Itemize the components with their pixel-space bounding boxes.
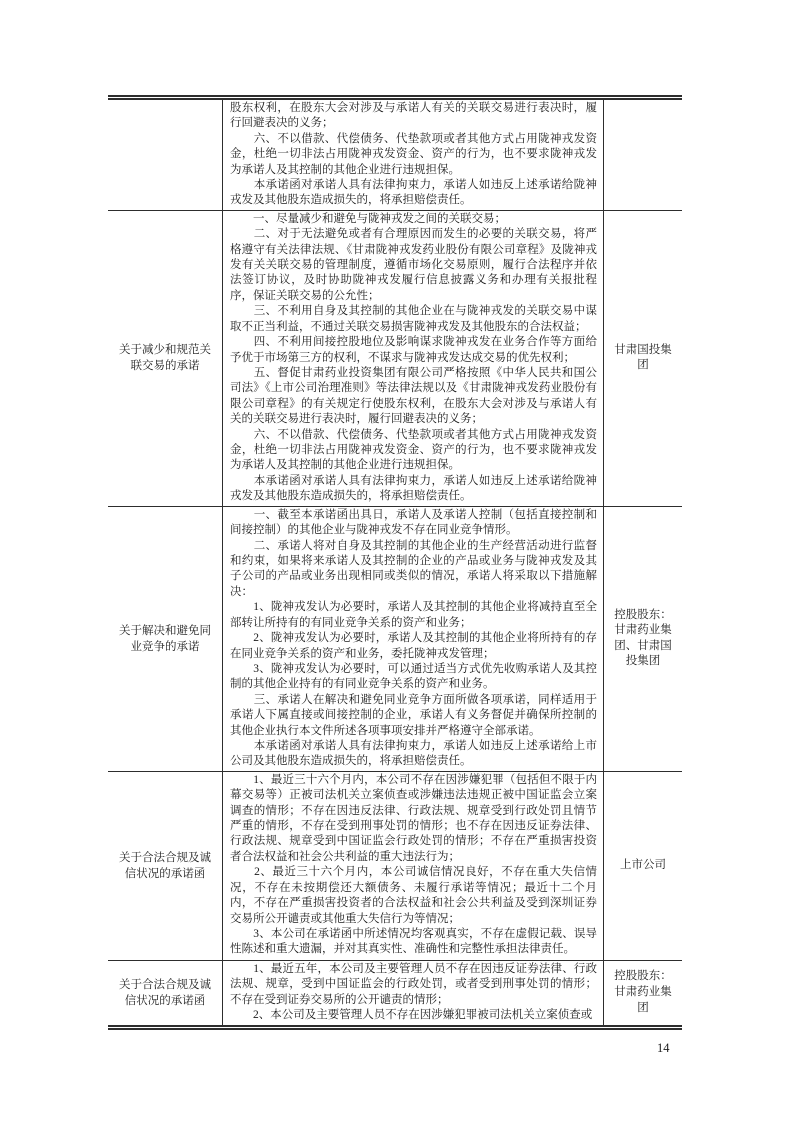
commitment-party-cell	[604, 772, 682, 960]
commitments-table	[108, 95, 682, 1030]
commitment-party-cell	[604, 100, 682, 210]
commitment-paragraph: 本承诺函对承诺人具有法律拘束力，承诺人如违反上述承诺给上市公司及其他股东造成损失的，将承担赔偿责任。	[230, 739, 597, 768]
commitment-title: 关于减少和规范关联交易的承诺	[119, 344, 211, 373]
commitment-party-cell	[604, 507, 682, 771]
commitment-party: 上市公司	[620, 859, 666, 872]
commitment-paragraph: 本承诺函对承诺人具有法律拘束力，承诺人如违反上述承诺给陇神戎发及其他股东造成损失的，将承担赔偿责任。	[230, 179, 597, 207]
commitment-title-cell	[108, 507, 222, 771]
commitment-text-cell	[222, 211, 604, 506]
commitment-paragraph: 1、最近五年，本公司及主要管理人员不存在因违反证券法律、行政法规、规章，受到中国证监会的行政处罚，或者受到刑事处罚的情形；不存在受到证券交易所的公开谴责的情形；	[230, 962, 597, 1006]
table-row	[108, 211, 682, 507]
commitment-party-cell	[604, 961, 682, 1025]
commitment-paragraph: 1、最近三十六个月内，本公司不存在因涉嫌犯罪（包括但不限于内幕交易等）正被司法机关立案侦查或涉嫌违法违规正被中国证监会立案调查的情形；不存在因违反法律、行政法规、规章受到行政处罚且情节严重的情形，不存在受到刑事处罚的情形；也不存在因违反证券法律、行政法规、规章受到中国证监会行政处罚的情形；不存在严重损害投资者合法权益和社会公共利益的重大违法行为；	[230, 773, 597, 863]
commitment-paragraph: 2、最近三十六个月内，本公司诚信情况良好，不存在重大失信情况，不存在未按期偿还大额债务、未履行承诺等情况；最近十二个月内，不存在严重损害投资者的合法权益和社会公共利益及受到深圳证券交易所公开谴责或其他重大失信行为等情况；	[230, 866, 597, 925]
commitment-party: 甘肃国投集团	[614, 343, 672, 372]
commitment-text-cell	[222, 507, 604, 771]
commitment-paragraph: 三、不利用自身及其控制的其他企业在与陇神戎发的关联交易中谋取不正当利益，不通过关联交易损害陇神戎发及其他股东的合法权益；	[230, 305, 597, 333]
commitment-text-cell	[222, 100, 604, 210]
commitment-paragraph: 3、本公司在承诺函中所述情况均客观真实，不存在虚假记载、误导性陈述和重大遗漏，并对其真实性、准确性和完整性承担法律责任。	[230, 927, 597, 956]
commitment-paragraph: 股东权利，在股东大会对涉及与承诺人有关的关联交易进行表决时，履行回避表决的义务；	[230, 102, 597, 130]
commitment-text-cell	[222, 772, 604, 960]
commitment-paragraph: 六、不以借款、代偿债务、代垫款项或者其他方式占用陇神戎发资金，杜绝一切非法占用陇神戎发资金、资产的行为，也不要求陇神戎发为承诺人及其控制的其他企业进行违规担保。	[230, 428, 597, 472]
commitment-paragraph: 2、本公司及主要管理人员不存在因涉嫌犯罪被司法机关立案侦查或	[230, 1009, 593, 1022]
commitment-party: 控股股东：甘肃药业集团	[614, 970, 672, 1014]
commitment-paragraph: 五、督促甘肃药业投资集团有限公司严格按照《中华人民共和国公司法》《上市公司治理准则》等法律法规以及《甘肃陇神戎发药业股份有限公司章程》的有关规定行使股东权利，在股东大会对涉及与承诺人有关的关联交易进行表决时，履行回避表决的义务；	[230, 366, 597, 426]
commitment-paragraph: 四、不利用间接控股地位及影响谋求陇神戎发在业务合作等方面给予优于市场第三方的权利，不谋求与陇神戎发达成交易的优先权利；	[230, 336, 597, 364]
table-row	[108, 507, 682, 772]
commitment-paragraph: 二、承诺人将对自身及其控制的其他企业的生产经营活动进行监督和约束，如果将来承诺人及其控制的企业的产品或业务与陇神戎发及其子公司的产品或业务出现相同或类似的情况，承诺人将采取以下措施解决：	[230, 539, 597, 598]
commitment-paragraph: 一、尽量减少和避免与陇神戎发之间的关联交易；	[230, 212, 506, 225]
commitment-title: 关于合法合规及诚信状况的承诺函	[119, 851, 211, 880]
table-row	[108, 961, 682, 1025]
commitment-title-cell	[108, 772, 222, 960]
commitment-paragraph: 二、对于无法避免或者有合理原因而发生的必要的关联交易，将严格遵守有关法律法规、《甘肃陇神戎发药业股份有限公司章程》及陇神戎发有关关联交易的管理制度，遵循市场化交易原则，履行合法程序并依法签订协议，及时协助陇神戎发履行信息披露义务和办理有关报批程序，保证关联交易的公允性；	[230, 228, 597, 302]
commitment-text-cell	[222, 961, 604, 1025]
commitment-title-cell	[108, 961, 222, 1025]
commitment-paragraph: 2、陇神戎发认为必要时，承诺人及其控制的其他企业将所持有的存在同业竞争关系的资产和业务，委托陇神戎发管理；	[230, 632, 597, 660]
commitment-title-cell	[108, 100, 222, 210]
commitment-paragraph: 本承诺函对承诺人具有法律拘束力，承诺人如违反上述承诺给陇神戎发及其他股东造成损失的，将承担赔偿责任。	[230, 474, 597, 503]
commitment-paragraph: 1、陇神戎发认为必要时，承诺人及其控制的其他企业将减持直至全部转让所持有的有同业竞争关系的资产和业务；	[230, 601, 597, 629]
commitment-paragraph: 一、截至本承诺函出具日，承诺人及承诺人控制（包括直接控制和间接控制）的其他企业与陇神戎发不存在同业竞争情形。	[230, 508, 597, 537]
commitment-paragraph: 六、不以借款、代偿债务、代垫款项或者其他方式占用陇神戎发资金，杜绝一切非法占用陇神戎发资金、资产的行为，也不要求陇神戎发为承诺人及其控制的其他企业进行违规担保。	[230, 132, 597, 176]
commitment-party: 控股股东：甘肃药业集团、甘肃国投集团	[614, 608, 672, 668]
table-row	[108, 100, 682, 211]
table-row	[108, 772, 682, 961]
commitment-title-cell	[108, 211, 222, 506]
commitment-title: 关于合法合规及诚信状况的承诺函	[119, 978, 211, 1007]
commitment-paragraph: 3、陇神戎发认为必要时，可以通过适当方式优先收购承诺人及其控制的其他企业持有的有同业竞争关系的资产和业务。	[230, 662, 597, 691]
commitment-paragraph: 三、承诺人在解决和避免同业竞争方面所做各项承诺，同样适用于承诺人下属直接或间接控制的企业，承诺人有义务督促并确保所控制的其他企业执行本文件所述各项事项安排并严格遵守全部承诺。	[230, 693, 597, 737]
commitment-title: 关于解决和避免同业竞争的承诺	[119, 624, 211, 653]
page-number: 14	[657, 1041, 670, 1055]
commitment-party-cell	[604, 211, 682, 506]
